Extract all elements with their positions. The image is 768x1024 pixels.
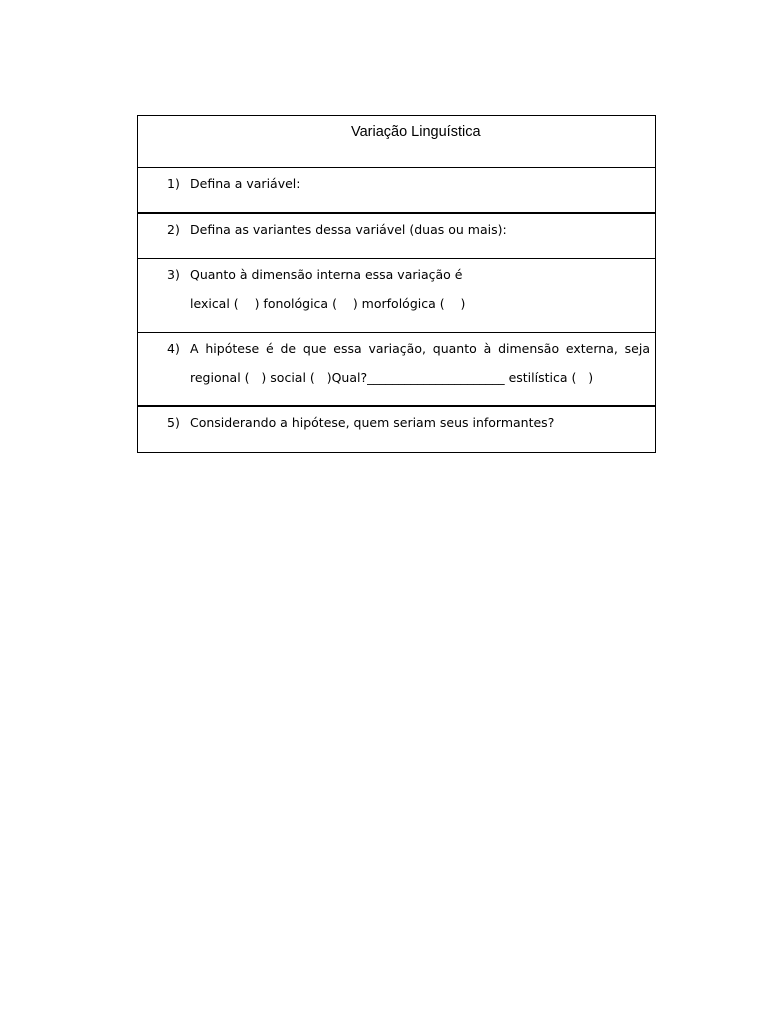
question-row-1 <box>138 168 655 214</box>
question-row-3 <box>138 259 655 333</box>
questionnaire-table <box>137 115 656 453</box>
question-number: 4) <box>167 341 180 356</box>
question-text: Quanto à dimensão interna essa variação é <box>190 267 463 282</box>
question-row-5 <box>138 407 655 452</box>
question-options: lexical ( ) fonológica ( ) morfológica ( ) <box>190 296 466 311</box>
question-number: 3) <box>167 267 180 282</box>
question-number: 1) <box>167 176 180 191</box>
question-text: Defina as variantes dessa variável (duas ou mais): <box>190 222 507 237</box>
question-row-4 <box>138 333 655 407</box>
question-number: 2) <box>167 222 180 237</box>
document-title: Variação Linguística <box>351 124 481 140</box>
title-row <box>138 116 655 168</box>
question-number: 5) <box>167 415 180 430</box>
question-options: regional ( ) social ( )Qual?______________________ estilística ( ) <box>190 370 594 385</box>
question-text: Considerando a hipótese, quem seriam seus informantes? <box>190 415 555 430</box>
question-text: A hipótese é de que essa variação, quanto à dimensão externa, seja <box>190 341 650 356</box>
question-text: Defina a variável: <box>190 176 301 191</box>
question-row-2 <box>138 214 655 259</box>
